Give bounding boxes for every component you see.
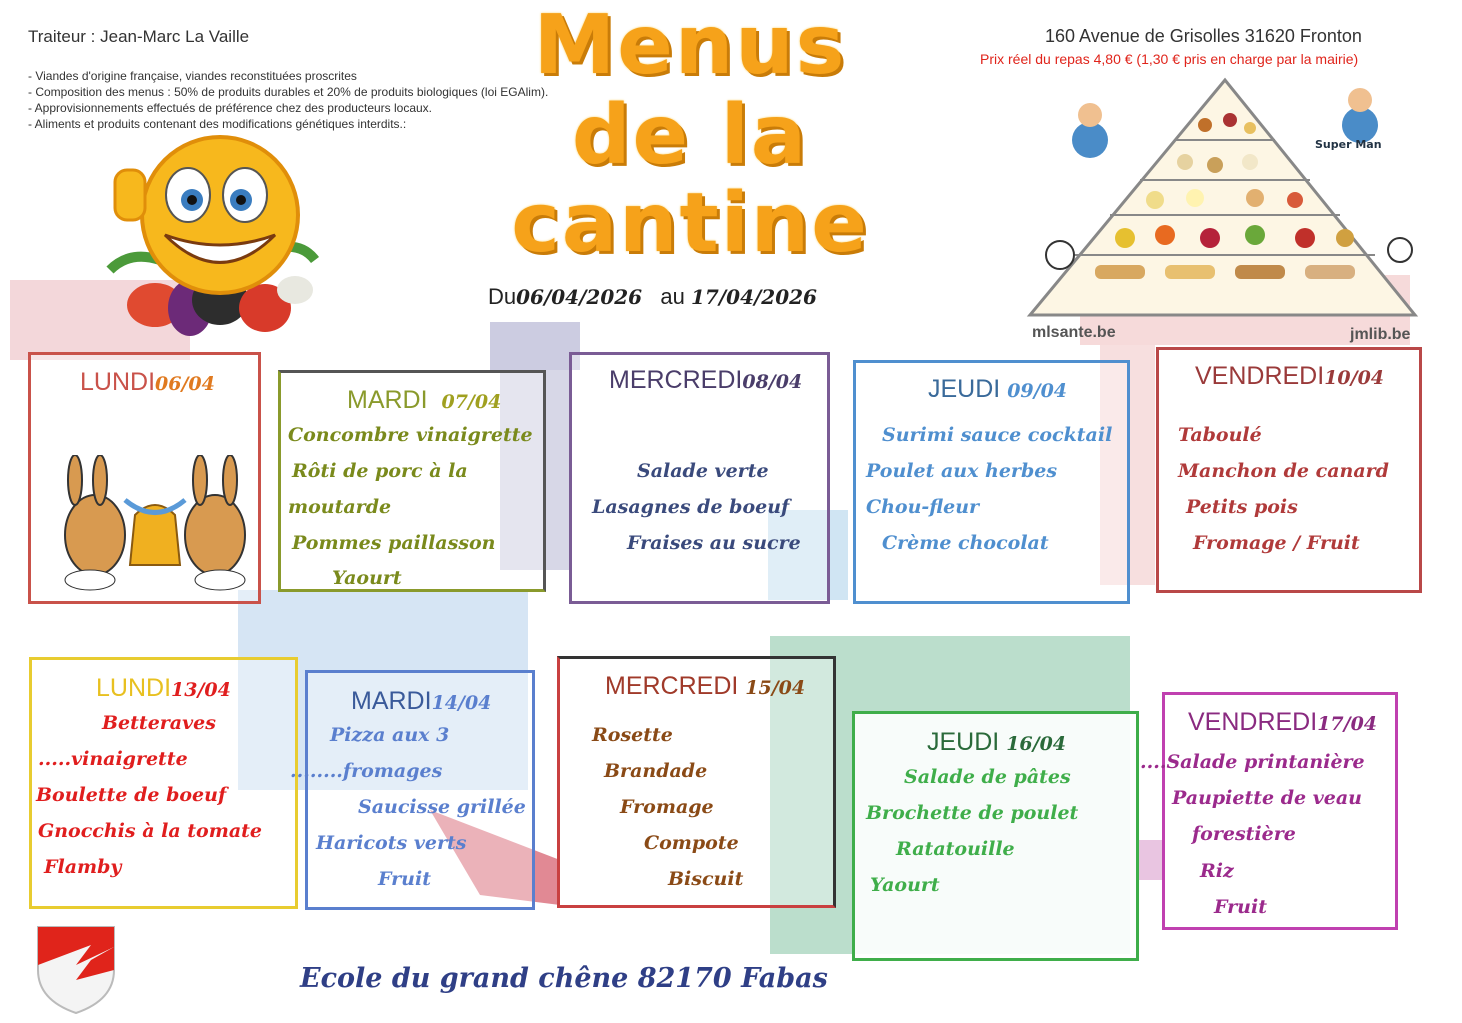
dish-item: Taboulé: [1178, 424, 1262, 446]
day-name: MARDI: [347, 386, 428, 414]
dish-item: moutarde: [288, 496, 392, 518]
dish-item: Riz: [1200, 860, 1234, 882]
dish-item: Rôti de porc à la: [292, 460, 468, 482]
dish-item: Pizza aux 3: [330, 724, 450, 746]
dish-item: forestière: [1192, 823, 1296, 845]
dish-item: Flamby: [44, 856, 122, 878]
period-du: Du: [488, 284, 517, 309]
dish-item: Concombre vinaigrette: [288, 424, 533, 446]
period-start: 06/04/2026: [516, 285, 643, 309]
period-au: au: [660, 284, 685, 309]
day-name: VENDREDI: [1195, 362, 1325, 390]
day-header: [927, 728, 1066, 757]
day-header: [351, 687, 491, 716]
dish-item: Brandade: [604, 760, 708, 782]
food-pyramid-icon: [1015, 70, 1435, 350]
day-header: [96, 674, 231, 703]
dish-item: Fruit: [378, 868, 431, 890]
day-date: 08/04: [742, 371, 803, 393]
dish-item: Compote: [644, 832, 739, 854]
dish-item: Pommes paillasson: [292, 532, 496, 554]
dish-item: Paupiette de veau: [1172, 787, 1362, 809]
day-name: MARDI: [351, 687, 432, 715]
day-date: 09/04: [1007, 380, 1068, 402]
note-line: - Composition des menus : 50% de produits durables et 20% de produits biologiques (loi EGAlim).: [28, 85, 549, 99]
dish-item: Chou-fleur: [866, 496, 980, 518]
dish-item: Salade de pâtes: [904, 766, 1071, 788]
site-right-label: jmlib.be: [1350, 326, 1411, 343]
day-date: 06/04: [155, 373, 215, 395]
day-date: 14/04: [431, 692, 492, 714]
day-date: 07/04: [441, 391, 502, 413]
dish-item: ....Salade printanière: [1140, 751, 1365, 773]
school-name: Ecole du grand chêne 82170 Fabas: [300, 963, 828, 994]
day-name: JEUDI: [927, 728, 1000, 756]
dish-item: Crème chocolat: [882, 532, 1049, 554]
day-name: LUNDI: [80, 368, 156, 396]
school-shield-icon: [36, 925, 116, 1015]
smiley-thumbs-up-icon: [100, 130, 330, 340]
day-date: 16/04: [1006, 733, 1067, 755]
day-header: [605, 672, 805, 701]
dish-item: Yaourt: [332, 567, 402, 589]
dish-item: ........fromages: [290, 760, 443, 782]
day-header: [1195, 362, 1384, 391]
pyramid-label: Super Man: [1315, 138, 1382, 151]
note-line: - Approvisionnements effectués de préférence chez des producteurs locaux.: [28, 101, 433, 115]
page-title-line-2: de la: [571, 88, 809, 183]
dish-item: Salade verte: [637, 460, 769, 482]
day-date: 15/04: [745, 677, 806, 699]
period-end: 17/04/2026: [691, 285, 817, 309]
dish-item: Biscuit: [668, 868, 744, 890]
dish-item: Ratatouille: [896, 838, 1015, 860]
day-header: [347, 386, 501, 415]
caterer-address: 160 Avenue de Grisolles 31620 Fronton: [1045, 26, 1362, 46]
day-name: JEUDI: [928, 375, 1001, 403]
dish-item: Manchon de canard: [1178, 460, 1389, 482]
day-header: [928, 375, 1067, 404]
day-date: 13/04: [171, 679, 231, 701]
easter-bunnies-icon: [50, 455, 260, 595]
dish-item: Fraises au sucre: [627, 532, 801, 554]
day-name: MERCREDI: [609, 366, 743, 394]
menu-period: [488, 284, 817, 310]
page-title-line-3: cantine: [511, 176, 869, 271]
dish-item: Rosette: [592, 724, 673, 746]
dish-item: Saucisse grillée: [358, 796, 526, 818]
dish-item: Poulet aux herbes: [866, 460, 1058, 482]
dish-item: .....vinaigrette: [38, 748, 188, 770]
dish-item: Fromage / Fruit: [1193, 532, 1360, 554]
dish-item: Fruit: [1214, 896, 1267, 918]
day-name: VENDREDI: [1188, 708, 1318, 736]
day-header: [609, 366, 802, 395]
page-title-line-1: Menus: [533, 0, 847, 93]
meal-price: Prix réel du repas 4,80 € (1,30 € pris en charge par la mairie): [980, 51, 1359, 67]
dish-item: Surimi sauce cocktail: [882, 424, 1113, 446]
traiteur-label: Traiteur : Jean-Marc La Vaille: [28, 27, 250, 46]
dish-item: Fromage: [620, 796, 714, 818]
day-name: MERCREDI: [605, 672, 739, 700]
dish-item: Gnocchis à la tomate: [38, 820, 262, 842]
site-left-label: mlsante.be: [1032, 324, 1116, 341]
dish-item: Yaourt: [870, 874, 940, 896]
day-date: 17/04: [1317, 713, 1378, 735]
dish-item: Betteraves: [102, 712, 216, 734]
dish-item: Boulette de boeuf: [36, 784, 227, 806]
dish-item: Brochette de poulet: [866, 802, 1079, 824]
dish-item: Petits pois: [1186, 496, 1298, 518]
day-header: [80, 368, 215, 397]
dish-item: Lasagnes de boeuf: [592, 496, 790, 518]
dish-item: Haricots verts: [316, 832, 467, 854]
note-line: - Viandes d'origine française, viandes reconstituées proscrites: [28, 69, 357, 83]
day-name: LUNDI: [96, 674, 172, 702]
note-line: - Aliments et produits contenant des modifications génétiques interdits.:: [28, 117, 407, 131]
bg-shape: [490, 322, 580, 370]
day-date: 10/04: [1324, 367, 1385, 389]
day-header: [1188, 708, 1377, 737]
